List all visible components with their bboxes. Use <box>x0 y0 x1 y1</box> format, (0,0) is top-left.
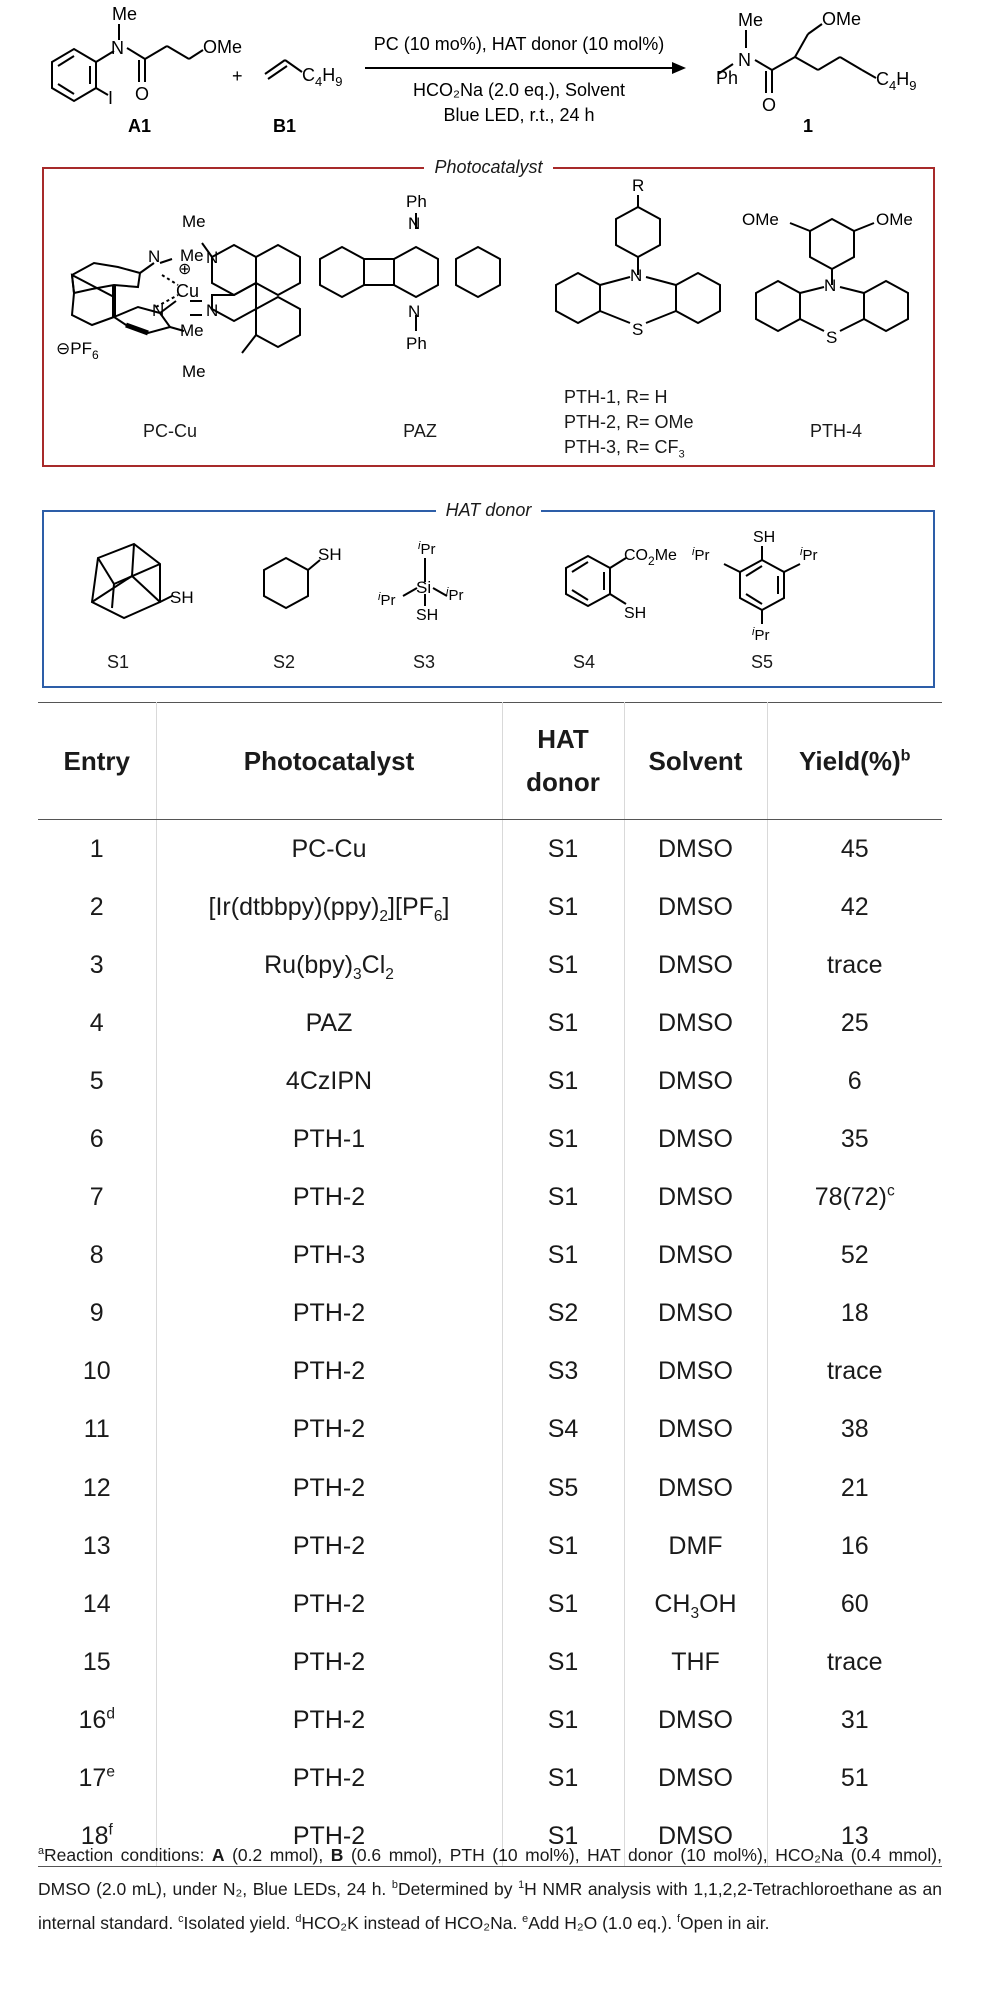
reaction-scheme-drawing <box>0 0 984 150</box>
table-row <box>38 1110 942 1168</box>
svg-text:Me: Me <box>182 362 206 381</box>
svg-text:SH: SH <box>624 605 647 622</box>
cell-photocatalyst: PTH-2 <box>156 1401 502 1459</box>
hat-donor-box-title: HAT donor <box>436 500 542 520</box>
optimization-table <box>38 702 942 1867</box>
s5-caption: S5 <box>750 652 774 672</box>
cell-entry: 14 <box>38 1575 156 1633</box>
cell-solvent: $CH_3OH$ <box>624 1575 767 1633</box>
cell-entry: 9 <box>38 1285 156 1343</box>
table-row <box>38 1633 942 1691</box>
s5-ipr-bottom: $^i$Pr <box>752 626 770 644</box>
table-body <box>38 820 942 1867</box>
cell-photocatalyst: PTH-2 <box>156 1169 502 1227</box>
svg-text:N: N <box>630 266 643 285</box>
cell-photocatalyst: PTH-2 <box>156 1459 502 1517</box>
pf6-counterion: $⊖PF_6$ <box>56 339 99 362</box>
cell-solvent: DMSO <box>624 820 767 879</box>
svg-text:SH: SH <box>170 588 194 607</box>
svg-text:OMe: OMe <box>203 37 243 57</box>
cell-entry: 16$^d$ <box>38 1691 156 1749</box>
cell-solvent: DMSO <box>624 1052 767 1110</box>
svg-text:Me: Me <box>738 10 764 30</box>
s3-ipr-left: $^i$Pr <box>378 591 396 609</box>
cell-photocatalyst: 4CzIPN <box>156 1052 502 1110</box>
svg-text:OMe: OMe <box>876 210 913 229</box>
svg-text:OMe: OMe <box>822 9 862 29</box>
table-row <box>38 1285 942 1343</box>
cell-hat-donor: S1 <box>502 1169 624 1227</box>
svg-text:N: N <box>148 247 161 266</box>
cell-photocatalyst: PTH-2 <box>156 1575 502 1633</box>
cell-yield: 16 <box>767 1517 942 1575</box>
pth-1-caption: PTH-1, R= H <box>564 387 668 407</box>
s4-caption: S4 <box>572 652 596 672</box>
s1-caption: S1 <box>106 652 130 672</box>
paz-caption: PAZ <box>403 421 437 441</box>
cell-yield: $78(72)^c$ <box>767 1169 942 1227</box>
cell-entry: 11 <box>38 1401 156 1459</box>
cell-photocatalyst: $Ru(bpy)_3Cl_2$ <box>156 936 502 994</box>
svg-text:N: N <box>111 38 124 58</box>
cell-yield: 35 <box>767 1110 942 1168</box>
table-row <box>38 1401 942 1459</box>
cell-solvent: DMSO <box>624 994 767 1052</box>
svg-text:O: O <box>762 95 777 115</box>
cell-photocatalyst: PTH-2 <box>156 1750 502 1808</box>
svg-text:Me: Me <box>180 246 204 265</box>
svg-text:Ph: Ph <box>406 334 427 353</box>
cell-hat-donor: S1 <box>502 936 624 994</box>
cell-yield: 51 <box>767 1750 942 1808</box>
pth-2-caption: PTH-2, R= OMe <box>564 412 694 432</box>
cell-entry: 4 <box>38 994 156 1052</box>
table-row <box>38 1459 942 1517</box>
cell-yield: 45 <box>767 820 942 879</box>
cell-solvent: THF <box>624 1633 767 1691</box>
cell-photocatalyst: PTH-2 <box>156 1808 502 1867</box>
cell-photocatalyst: PC-Cu <box>156 820 502 879</box>
plus-sign: + <box>232 66 243 86</box>
reactant-b-label: B1 <box>273 116 297 136</box>
cell-solvent: DMSO <box>624 1343 767 1401</box>
cell-yield: 38 <box>767 1401 942 1459</box>
svg-text:N: N <box>408 214 421 233</box>
cell-photocatalyst: PTH-2 <box>156 1633 502 1691</box>
svg-text:N: N <box>824 276 837 295</box>
cell-photocatalyst: $[Ir(dtbbpy)(ppy)_2][PF_6]$ <box>156 878 502 936</box>
cell-solvent: DMSO <box>624 1691 767 1749</box>
svg-text:I: I <box>108 88 114 108</box>
svg-text:SH: SH <box>753 529 776 546</box>
s2-caption: S2 <box>272 652 296 672</box>
cell-yield: 60 <box>767 1575 942 1633</box>
s4-ester: $CO_2Me$ <box>624 547 677 568</box>
table-row <box>38 1750 942 1808</box>
cell-solvent: DMSO <box>624 878 767 936</box>
cell-entry: 2 <box>38 878 156 936</box>
cell-photocatalyst: PTH-2 <box>156 1285 502 1343</box>
header-hat-donor: HAT donor <box>502 703 624 820</box>
cell-hat-donor: S5 <box>502 1459 624 1517</box>
table-row <box>38 1343 942 1401</box>
s5-ipr-right: $^i$Pr <box>800 546 818 564</box>
reactant-a-label: A1 <box>128 116 152 136</box>
svg-text:Ph: Ph <box>406 192 427 211</box>
table-footnotes: $^a$Reaction conditions: A (0.2 mmol), B (0.6 mmol), PTH (10 mol%), HAT donor (10 mol%), HCO₂Na (0.4 mmol), DMSO (2.0 mL), under N₂, Blue LEDs, 24 h. $^b$Determined by $^1$H NMR analysis with 1,1,2,2-Tetrachloroethane as an internal standard. $^c$Isolated yield. $^d$HCO₂K instead of HCO₂Na. $^e$Add H₂O (1.0 eq.). $^f$Open in air. <box>38 1845 942 1933</box>
table-row <box>38 1575 942 1633</box>
svg-text:SH: SH <box>318 545 342 564</box>
cell-yield: 21 <box>767 1459 942 1517</box>
svg-text:Ph: Ph <box>716 68 739 88</box>
cell-hat-donor: S1 <box>502 1052 624 1110</box>
cell-entry: 3 <box>38 936 156 994</box>
svg-text:S: S <box>826 328 838 347</box>
cell-entry: 18$^f$ <box>38 1808 156 1867</box>
cell-hat-donor: S3 <box>502 1343 624 1401</box>
cell-solvent: DMSO <box>624 1459 767 1517</box>
cell-hat-donor: S1 <box>502 1575 624 1633</box>
svg-text:S: S <box>632 320 644 339</box>
table-row <box>38 1227 942 1285</box>
conditions-line-3: Blue LED, r.t., 24 h <box>443 105 595 125</box>
cell-yield: 6 <box>767 1052 942 1110</box>
table-row <box>38 1517 942 1575</box>
cell-entry: 6 <box>38 1110 156 1168</box>
cell-yield: 31 <box>767 1691 942 1749</box>
table-row <box>38 1691 942 1749</box>
cell-yield: 25 <box>767 994 942 1052</box>
conditions-line-2: HCO₂Na (2.0 eq.), Solvent <box>412 80 626 100</box>
cell-solvent: DMSO <box>624 1401 767 1459</box>
table-row <box>38 936 942 994</box>
cell-entry: 5 <box>38 1052 156 1110</box>
header-yield: Yield(%)$^b$ <box>767 703 942 820</box>
cell-solvent: DMSO <box>624 1110 767 1168</box>
pth-4-caption: PTH-4 <box>809 421 862 441</box>
svg-text:OMe: OMe <box>742 210 779 229</box>
cell-hat-donor: S1 <box>502 1110 624 1168</box>
header-solvent: Solvent <box>624 703 767 820</box>
cell-solvent: DMSO <box>624 1750 767 1808</box>
cell-hat-donor: S1 <box>502 1633 624 1691</box>
cell-solvent: DMSO <box>624 1285 767 1343</box>
s5-ipr-left: $^i$Pr <box>692 546 710 564</box>
pth-3-caption: PTH-3, $R= CF_3$ <box>564 437 685 461</box>
table-row <box>38 994 942 1052</box>
table-row <box>38 878 942 936</box>
cell-solvent: DMSO <box>624 1169 767 1227</box>
s3-ipr-right: $^i$Pr <box>446 586 464 604</box>
cell-photocatalyst: PTH-2 <box>156 1691 502 1749</box>
cell-photocatalyst: PTH-1 <box>156 1110 502 1168</box>
cell-yield: 13 <box>767 1808 942 1867</box>
photocatalyst-box-title: Photocatalyst <box>424 157 552 177</box>
pc-cu-caption: PC-Cu <box>142 421 197 441</box>
cell-hat-donor: S1 <box>502 1691 624 1749</box>
cell-hat-donor: S1 <box>502 1517 624 1575</box>
cell-hat-donor: S1 <box>502 878 624 936</box>
svg-text:Cu: Cu <box>176 281 200 301</box>
cell-yield: trace <box>767 1633 942 1691</box>
cell-photocatalyst: PTH-3 <box>156 1227 502 1285</box>
svg-text:N: N <box>206 248 219 267</box>
cell-photocatalyst: PTH-2 <box>156 1343 502 1401</box>
cell-yield: trace <box>767 1343 942 1401</box>
cell-hat-donor: S2 <box>502 1285 624 1343</box>
svg-text:O: O <box>135 84 150 104</box>
conditions-line-1: PC (10 mo%), HAT donor (10 mol%) <box>373 34 665 54</box>
svg-text:Me: Me <box>112 4 138 24</box>
svg-text:SH: SH <box>416 607 439 624</box>
reaction-scheme <box>0 0 984 150</box>
svg-text:N: N <box>152 301 165 320</box>
cell-entry: 17e <box>38 1750 156 1808</box>
cell-yield: 52 <box>767 1227 942 1285</box>
s3-caption: S3 <box>412 652 436 672</box>
header-entry: Entry <box>38 703 156 820</box>
cell-entry: 12 <box>38 1459 156 1517</box>
svg-text:N: N <box>738 50 751 70</box>
svg-text:Me: Me <box>180 321 204 340</box>
cell-hat-donor: S1 <box>502 994 624 1052</box>
table-row <box>38 1052 942 1110</box>
s3-ipr-top: $^i$Pr <box>418 540 436 558</box>
cell-solvent: DMF <box>624 1517 767 1575</box>
cell-photocatalyst: PTH-2 <box>156 1517 502 1575</box>
svg-text:R: R <box>632 176 645 195</box>
cell-hat-donor: S1 <box>502 820 624 879</box>
cell-entry: 1 <box>38 820 156 879</box>
table-header-row <box>38 703 942 820</box>
svg-text:Me: Me <box>182 212 206 231</box>
product-butyl-group: $C_4H_9$ <box>876 69 917 93</box>
cell-entry: 15 <box>38 1633 156 1691</box>
cell-entry: 10 <box>38 1343 156 1401</box>
cell-hat-donor: S4 <box>502 1401 624 1459</box>
cell-yield: 18 <box>767 1285 942 1343</box>
cell-solvent: DMSO <box>624 936 767 994</box>
cu-positive-charge: ⊕ <box>178 261 192 278</box>
table-row <box>38 1169 942 1227</box>
svg-text:N: N <box>408 302 421 321</box>
cell-solvent: DMSO <box>624 1808 767 1867</box>
cell-yield: trace <box>767 936 942 994</box>
table-row <box>38 820 942 879</box>
cell-photocatalyst: PAZ <box>156 994 502 1052</box>
cell-yield: 42 <box>767 878 942 936</box>
header-photocatalyst: Photocatalyst <box>156 703 502 820</box>
cell-hat-donor: S1 <box>502 1750 624 1808</box>
butyl-group: $C_4H_9$ <box>302 65 343 89</box>
cell-entry: 7 <box>38 1169 156 1227</box>
product-label: 1 <box>803 116 814 136</box>
svg-text:N: N <box>206 301 219 320</box>
cell-solvent: DMSO <box>624 1227 767 1285</box>
cell-hat-donor: S1 <box>502 1808 624 1867</box>
cell-entry: 13 <box>38 1517 156 1575</box>
cell-hat-donor: S1 <box>502 1227 624 1285</box>
svg-text:Si: Si <box>416 578 432 597</box>
cell-entry: 8 <box>38 1227 156 1285</box>
